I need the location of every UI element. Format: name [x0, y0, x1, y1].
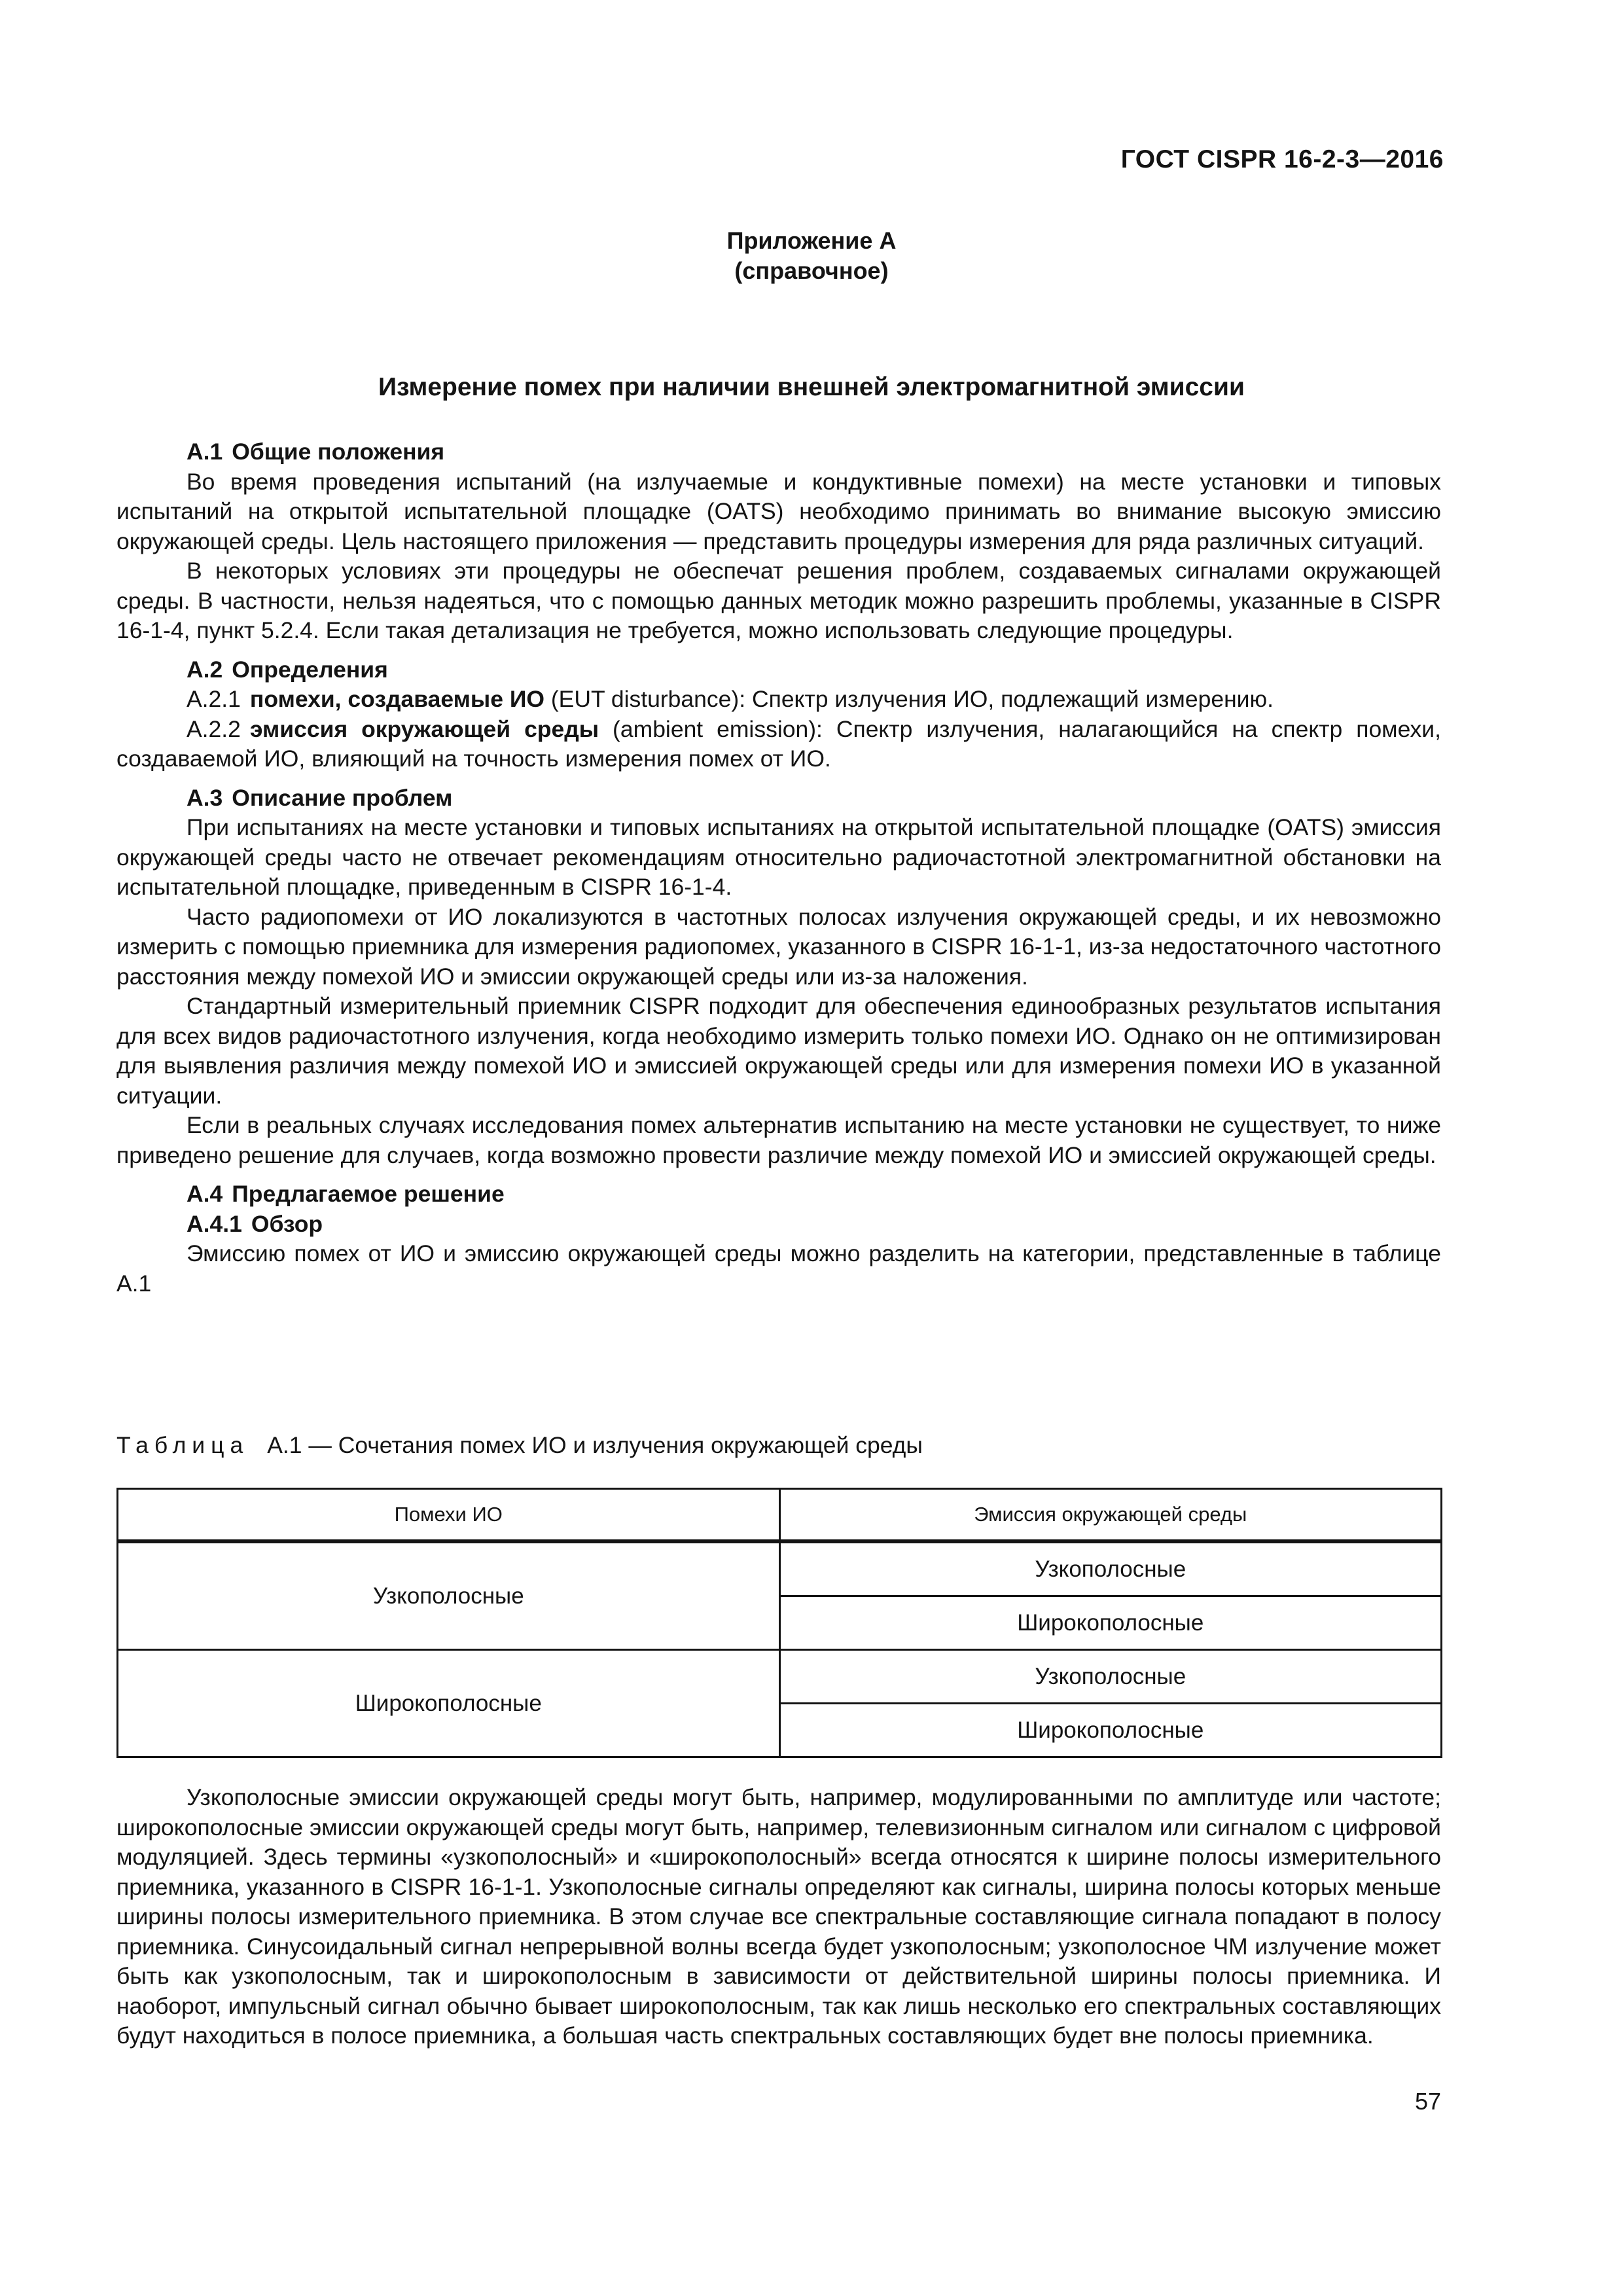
appendix-title: Приложение А [726, 227, 897, 254]
subsection-heading [116, 1210, 1441, 1240]
section-number: А.4 [187, 1181, 223, 1207]
definition-text: (ambient emission): Спектр излучения, налагающийся на спектр помехи, создаваемой ИО, влияющий на точность измерения помех от ИО. [116, 715, 1441, 772]
definition-number: А.2.2 [187, 715, 241, 742]
appendix-heading: Измерение помех при наличии внешней электромагнитной эмиссии [378, 373, 1245, 401]
table-caption-text: А.1 — Сочетания помех ИО и излучения окружающей среды [267, 1432, 923, 1458]
definition [116, 715, 1441, 774]
column-header-ambient: Эмиссия окружающей среды [779, 1489, 1442, 1542]
definition-term: эмиссия окружающей среды [249, 715, 599, 742]
table-row [118, 1650, 1442, 1704]
section-number: А.1 [187, 439, 223, 465]
paragraph: В некоторых условиях эти процедуры не обеспечат решения проблем, создаваемых сигналами окружающей среды. В частности, нельзя надеяться, что с помощью данных методик можно разрешить проблемы, указанные в CISPR 16-1-4, пункт 5.2.4. Если такая детализация не требуется, можно использовать следующие процедуры. [116, 558, 1441, 643]
section-title: Предлагаемое решение [232, 1181, 505, 1207]
section-title: Определения [232, 656, 388, 683]
section-number: А.3 [187, 784, 223, 811]
table-caption-label: Таблица [116, 1432, 249, 1458]
section-title: Описание проблем [232, 784, 453, 811]
table-cell: Узкополосные [779, 1541, 1442, 1596]
body-text [116, 437, 1441, 1299]
section-heading [116, 1179, 1441, 1210]
paragraph: Если в реальных случаях исследования помех альтернатив испытанию на месте установки не существует, то ниже приведено решение для случаев, когда возможно провести различие между помехой ИО и эмиссией окружающей среды. [116, 1112, 1441, 1168]
definition-term: помехи, создаваемые ИО [249, 686, 544, 712]
combinations-table [116, 1488, 1442, 1758]
section-heading [116, 437, 1441, 467]
document-code: ГОСТ CISPR 16-2-3—2016 [1120, 145, 1444, 173]
table-cell: Широкополосные [779, 1596, 1442, 1650]
section-number: А.2 [187, 656, 223, 683]
appendix-label [0, 226, 1623, 286]
paragraph: Часто радиопомехи от ИО локализуются в частотных полосах излучения окружающей среды, и их невозможно измерить с помощью приемника для измерения радиопомех, указанного в CISPR 16-1-1, из-за недостаточного частотного расстояния между помехой ИО и эмиссии окружающей среды или из-за наложения. [116, 903, 1441, 990]
subsection-title: Обзор [251, 1210, 323, 1237]
subsection-number: А.4.1 [187, 1210, 242, 1237]
definition [116, 685, 1441, 715]
paragraph: При испытаниях на месте установки и типовых испытаниях на открытой испытательной площадке (OATS) эмиссия окружающей среды часто не отвечает рекомендациям относительно радиочастотной электромагнитной обстановки на испытательной площадке, приведенным в CISPR 16-1-4. [116, 814, 1441, 900]
page-number: 57 [1414, 2088, 1441, 2115]
paragraph: Стандартный измерительный приемник CISPR подходит для обеспечения единообразных результатов испытания для всех видов радиочастотного излучения, когда необходимо измерить только помехи ИО. Однако он не оптимизирован для выявления различия между помехой ИО и эмиссией окружающей среды или для измерения помехи ИО в указанной ситуации. [116, 993, 1441, 1109]
appendix-type: (справочное) [734, 257, 889, 284]
table-header-row [118, 1489, 1442, 1542]
definition-number: А.2.1 [187, 686, 241, 712]
definition-text: (EUT disturbance): Спектр излучения ИО, подлежащий измерению. [544, 686, 1274, 712]
section-title: Общие положения [232, 439, 445, 465]
table-cell-group: Широкополосные [118, 1650, 780, 1757]
column-header-eut: Помехи ИО [118, 1489, 780, 1542]
table-cell-group: Узкополосные [118, 1541, 780, 1650]
section-heading [116, 783, 1441, 814]
section-heading [116, 655, 1441, 685]
paragraph: Эмиссию помех от ИО и эмиссию окружающей среды можно разделить на категории, представленные в таблице А.1 [116, 1240, 1441, 1297]
table-cell: Узкополосные [779, 1650, 1442, 1704]
table-cell: Широкополосные [779, 1704, 1442, 1757]
table-row [118, 1541, 1442, 1596]
table-caption [116, 1432, 923, 1459]
paragraph: Во время проведения испытаний (на излучаемые и кондуктивные помехи) на месте установки и типовых испытаний на открытой испытательной площадке (OATS) необходимо принимать во внимание высокую эмиссию окружающей среды. Цель настоящего приложения — представить процедуры измерения для ряда различных ситуаций. [116, 468, 1441, 554]
paragraph: Узкополосные эмиссии окружающей среды могут быть, например, модулированными по амплитуде или частоте; широкополосные эмиссии окружающей среды могут быть, например, телевизионным сигналом или сигналом с цифровой модуляцией. Здесь термины «узкополосный» и «широкополосный» всегда относятся к ширине полосы измерительного приемника, указанного в CISPR 16-1-1. Узкополосные сигналы определяют как сигналы, ширина полосы которых меньше ширины полосы измерительного приемника. В этом случае все спектральные составляющие сигнала попадают в полосу приемника. Синусоидальный сигнал непрерывной волны всегда будет узкополосным; узкополосное ЧМ излучение может быть как узкополосным, так и широкополосным в зависимости от действительной ширины полосы приемника. И наоборот, импульсный сигнал обычно бывает широкополосным, так как лишь несколько его спектральных составляющих будут находиться в полосе приемника, а большая часть спектральных составляющих будет вне полосы приемника. [116, 1784, 1441, 2049]
